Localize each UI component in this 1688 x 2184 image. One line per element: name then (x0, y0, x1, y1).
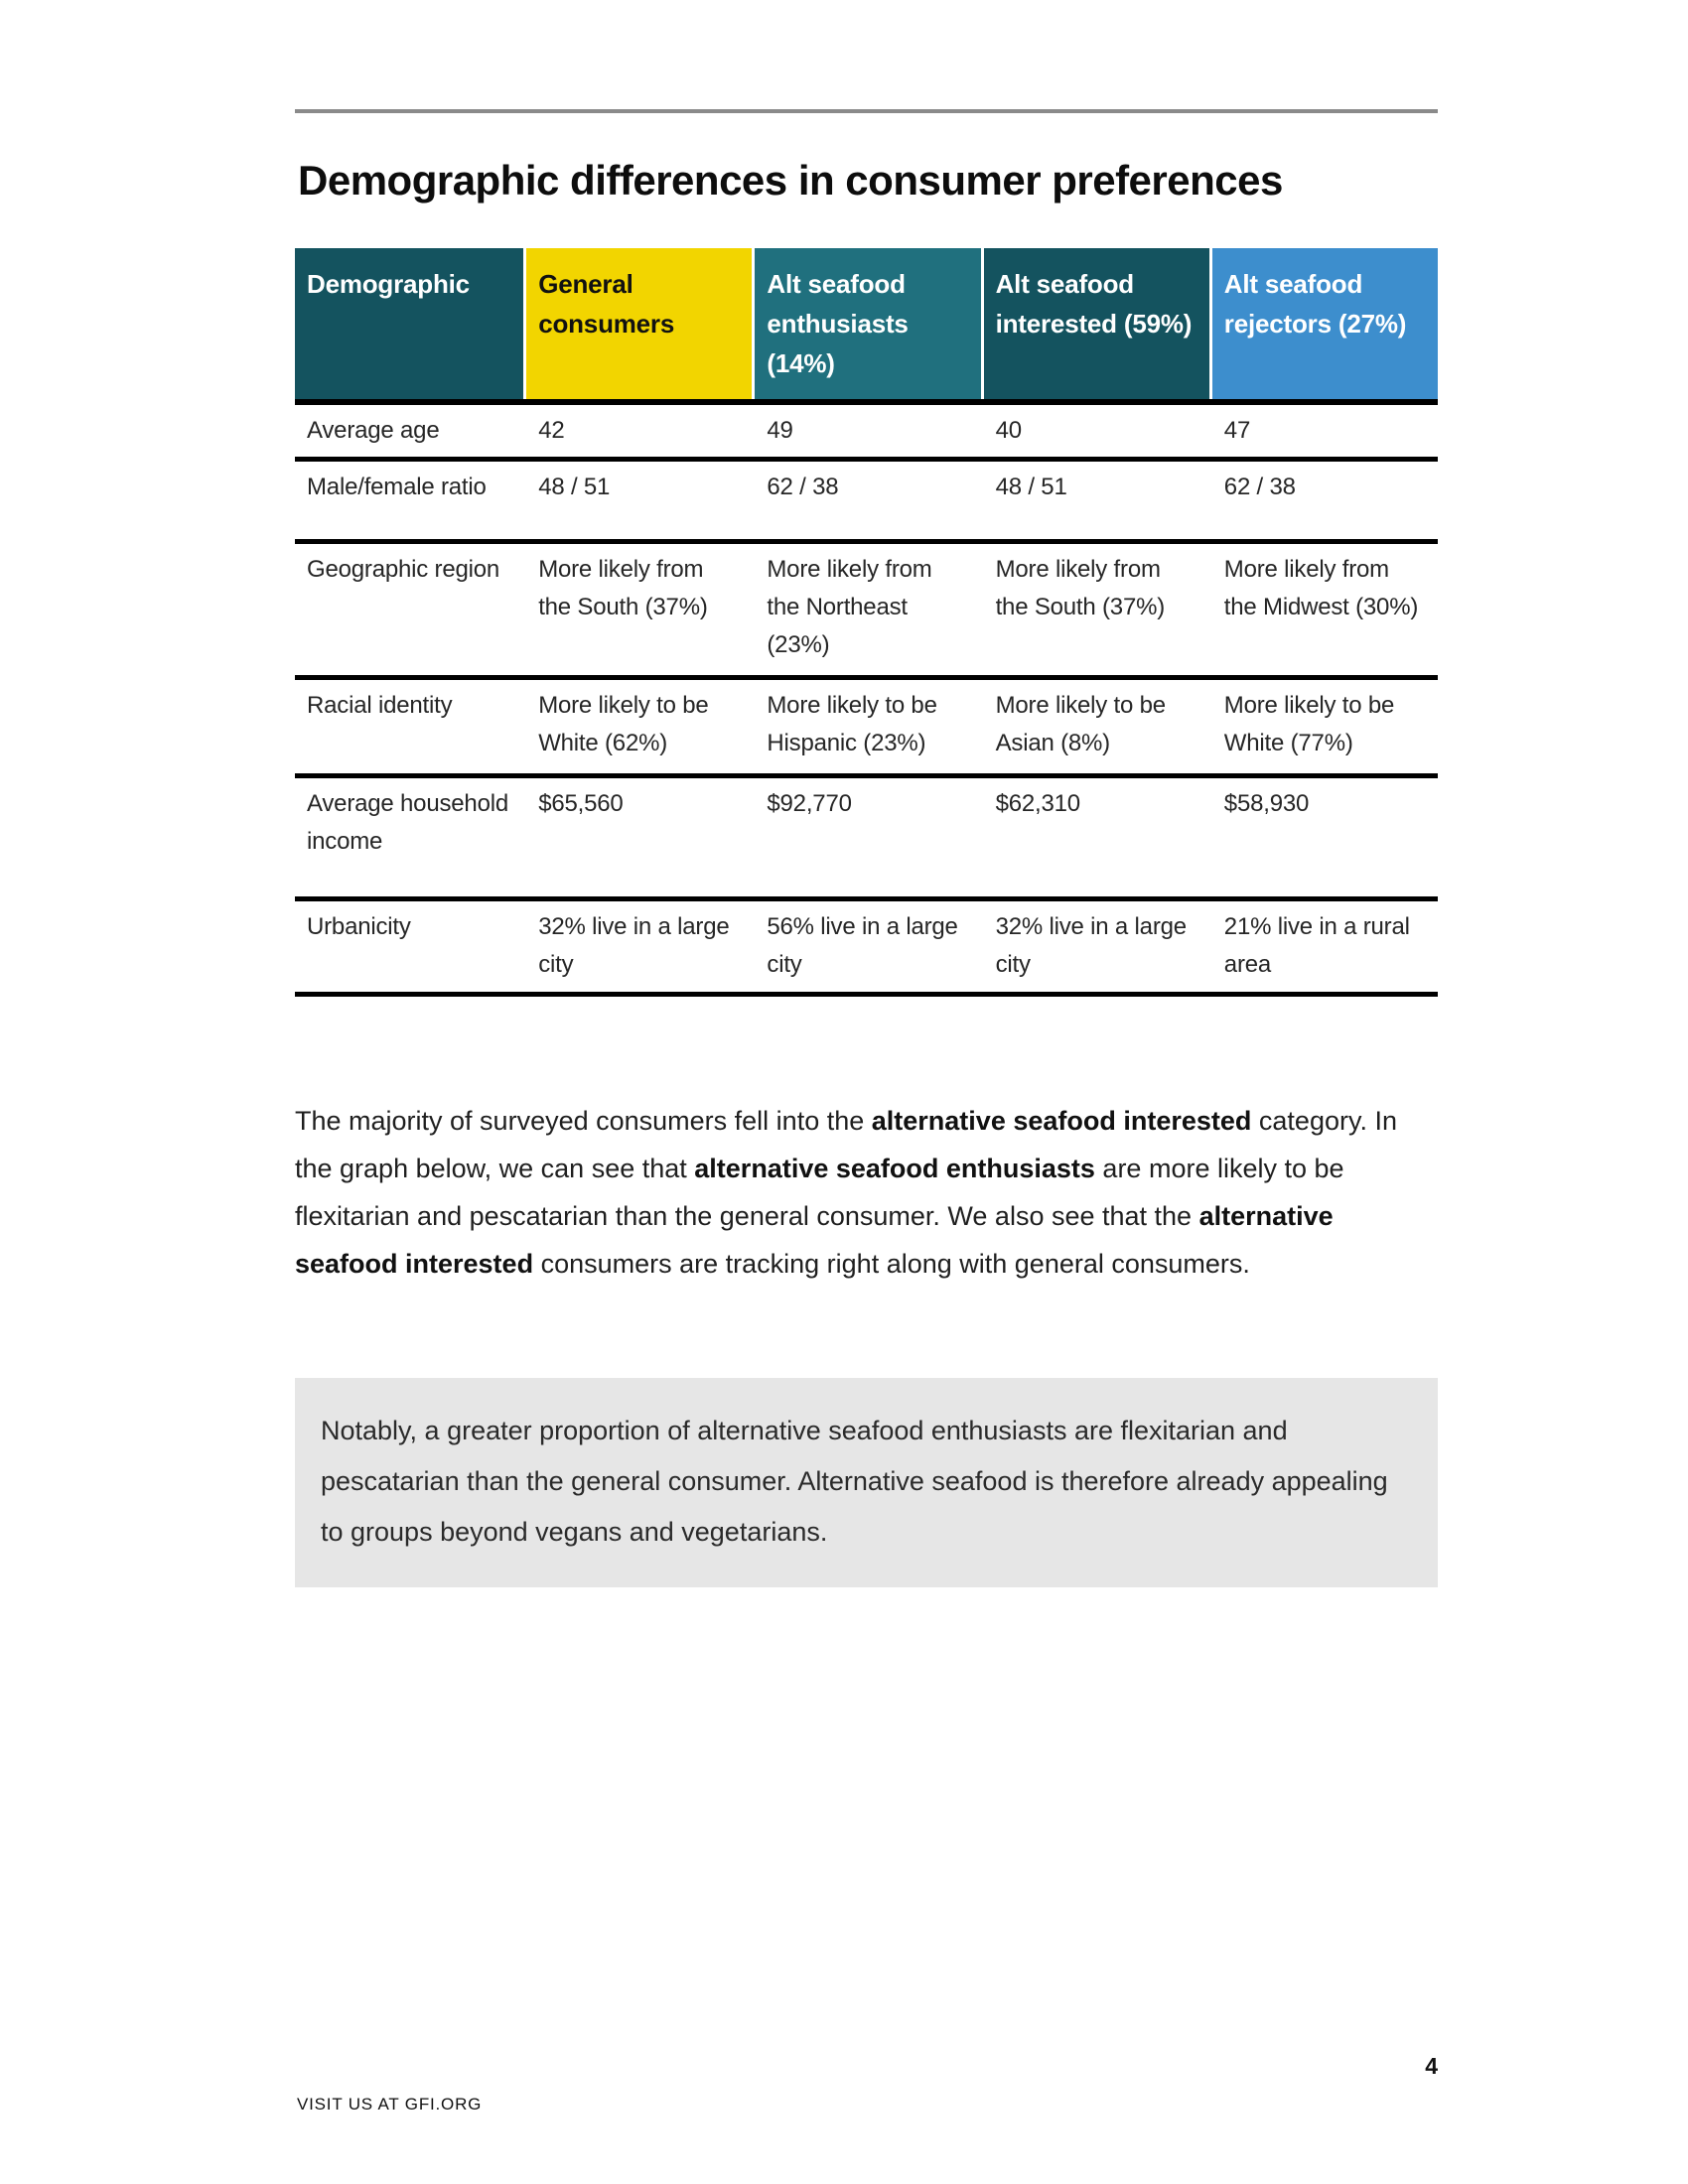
row-label: Urbanicity (307, 913, 411, 940)
table-cell: 47 (1223, 417, 1251, 444)
table-row-male-female-ratio (295, 462, 1438, 544)
row-label: Average household income (307, 790, 508, 855)
table-cell: $92,770 (767, 790, 852, 817)
header-cell-general-consumers: General consumers (523, 248, 752, 399)
table-cell: 48 / 51 (995, 474, 1067, 500)
table-cell: $62,310 (995, 790, 1080, 817)
table-cell: 49 (767, 417, 793, 444)
table-cell: More likely to be Asian (8%) (995, 692, 1166, 756)
table-cell: More likely from the Northeast (23%) (767, 556, 932, 658)
callout-text: Notably, a greater proportion of alternative seafood enthusiasts are flexitarian and pescatarian than the general consumer. Alternative seafood is therefore already appealing to groups beyond vegans and vegetarians. (321, 1416, 1388, 1547)
paragraph-bold-phrase: alternative seafood enthusiasts (694, 1154, 1095, 1183)
table-cell: 32% live in a large city (538, 913, 730, 978)
table-row-racial-identity (295, 680, 1438, 778)
table-cell: More likely from the South (37%) (538, 556, 708, 620)
table-cell: More likely to be White (62%) (538, 692, 709, 756)
paragraph-text: category. In the graph below, we can see that (295, 1106, 1397, 1183)
page-title: Demographic differences in consumer preferences (298, 157, 1283, 204)
row-label: Geographic region (307, 556, 500, 583)
table-cell: $65,560 (538, 790, 624, 817)
paragraph-bold-phrase: alternative seafood interested (295, 1201, 1334, 1279)
table-cell: 42 (538, 417, 565, 444)
page-number: 4 (1425, 2053, 1438, 2079)
row-label: Average age (307, 417, 440, 444)
body-paragraph (295, 1097, 1438, 1288)
table-cell: More likely from the South (37%) (995, 556, 1166, 620)
table-cell: More likely to be White (77%) (1223, 692, 1395, 756)
top-divider-rule (295, 109, 1438, 113)
header-cell-alt-seafood-enthusiasts: Alt seafood enthusiasts (14%) (752, 248, 980, 399)
footer-site-text: VISIT US AT GFI.ORG (297, 2095, 483, 2114)
table-cell: 62 / 38 (767, 474, 839, 500)
demographics-table (295, 248, 1438, 997)
paragraph-text: consumers are tracking right along with general consumers. (533, 1249, 1250, 1279)
table-cell: 48 / 51 (538, 474, 611, 500)
paragraph-text: The majority of surveyed consumers fell into the (295, 1106, 872, 1136)
header-cell-demographic: Demographic (295, 248, 523, 399)
header-cell-alt-seafood-interested: Alt seafood interested (59%) (981, 248, 1209, 399)
table-cell: 56% live in a large city (767, 913, 958, 978)
paragraph-text: are more likely to be flexitarian and pescatarian than the general consumer. We also see that the (295, 1154, 1344, 1231)
row-label: Male/female ratio (307, 474, 487, 500)
callout-box (295, 1378, 1438, 1587)
paragraph-bold-phrase: alternative seafood interested (871, 1106, 1252, 1136)
table-row-average-age (295, 405, 1438, 462)
table-header-row (295, 248, 1438, 405)
table-row-average-household-income (295, 778, 1438, 901)
header-cell-alt-seafood-rejectors: Alt seafood rejectors (27%) (1209, 248, 1438, 399)
row-label: Racial identity (307, 692, 453, 719)
table-cell: 32% live in a large city (995, 913, 1187, 978)
table-row-geographic-region (295, 544, 1438, 680)
table-cell: 21% live in a rural area (1223, 913, 1410, 978)
table-cell: $58,930 (1223, 790, 1310, 817)
table-cell: 62 / 38 (1223, 474, 1296, 500)
table-cell: More likely from the Midwest (30%) (1223, 556, 1419, 620)
table-cell: 40 (995, 417, 1022, 444)
table-row-urbanicity (295, 901, 1438, 997)
table-cell: More likely to be Hispanic (23%) (767, 692, 937, 756)
